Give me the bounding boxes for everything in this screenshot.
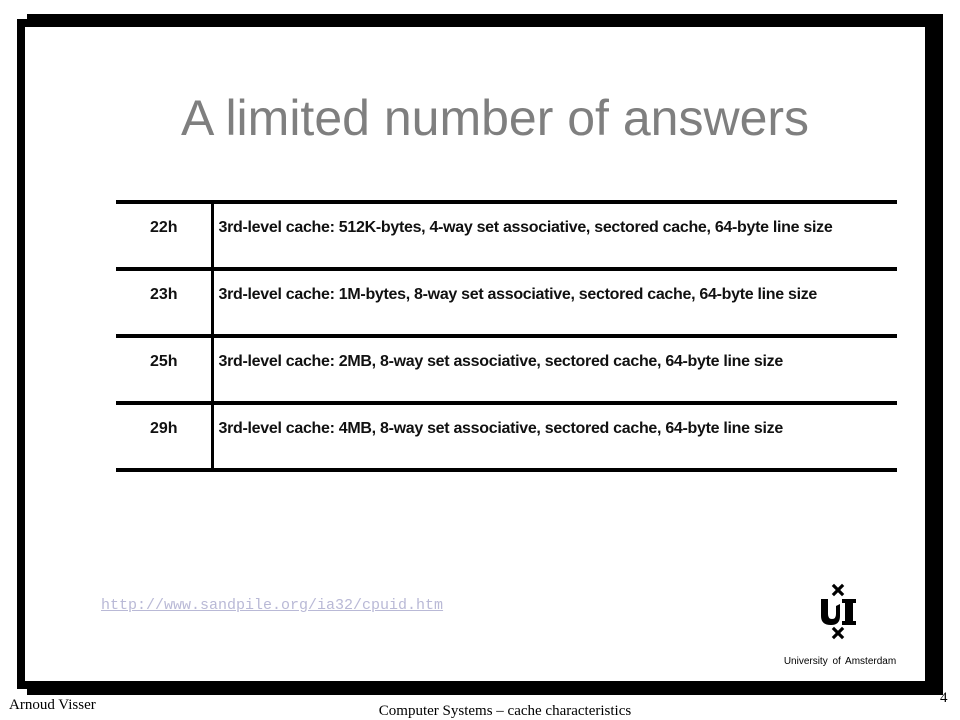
university-logo-icon <box>818 582 860 642</box>
descriptor-description: 3rd-level cache: 2MB, 8-way set associative, sectored cache, 64-byte line size <box>212 336 897 403</box>
slide-title: A limited number of answers <box>180 90 810 146</box>
sandpile-link[interactable]: http://www.sandpile.org/ia32/cpuid.htm <box>101 597 444 614</box>
cache-descriptor-table <box>116 200 897 472</box>
descriptor-code: 25h <box>116 336 212 403</box>
table-row <box>116 403 897 470</box>
table-row <box>116 336 897 403</box>
footer-author: Arnoud Visser <box>9 697 96 713</box>
university-name: University of Amsterdam <box>783 656 897 667</box>
descriptor-description: 3rd-level cache: 1M-bytes, 8-way set associative, sectored cache, 64-byte line size <box>212 269 897 336</box>
table-row <box>116 269 897 336</box>
table-row <box>116 202 897 269</box>
descriptor-code: 29h <box>116 403 212 470</box>
descriptor-code: 22h <box>116 202 212 269</box>
footer-course-title: Computer Systems – cache characteristics <box>378 703 632 719</box>
page-number: 4 <box>940 690 948 706</box>
descriptor-description: 3rd-level cache: 4MB, 8-way set associative, sectored cache, 64-byte line size <box>212 403 897 470</box>
descriptor-description: 3rd-level cache: 512K-bytes, 4-way set associative, sectored cache, 64-byte line size <box>212 202 897 269</box>
descriptor-code: 23h <box>116 269 212 336</box>
